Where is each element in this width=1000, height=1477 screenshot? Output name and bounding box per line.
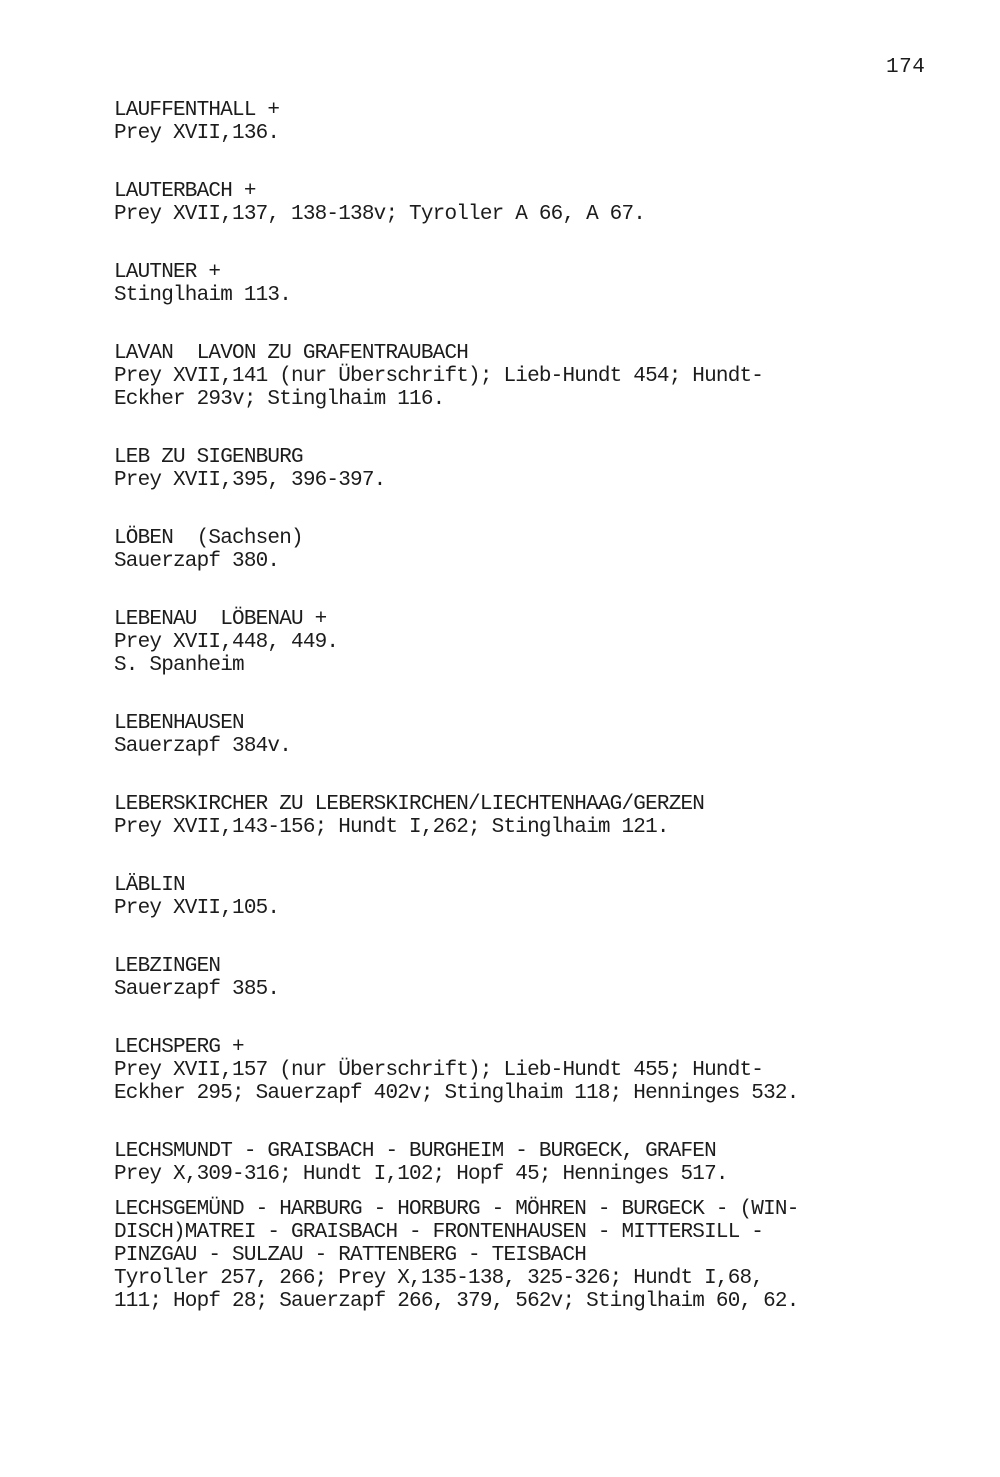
entry-loeben (114, 527, 934, 573)
entry-reference: 111; Hopf 28; Sauerzapf 266, 379, 562v; Stinglhaim 60, 62. (114, 1290, 799, 1313)
entry-heading: PINZGAU - SULZAU - RATTENBERG - TEISBACH (114, 1244, 587, 1267)
page-number: 174 (886, 56, 926, 79)
entry-leberskircher (114, 793, 934, 839)
entry-lebzingen (114, 955, 934, 1001)
entry-reference: Eckher 295; Sauerzapf 402v; Stinglhaim 118; Henninges 532. (114, 1082, 799, 1105)
entry-heading: LEBERSKIRCHER ZU LEBERSKIRCHEN/LIECHTENHAAG/GERZEN (114, 793, 705, 816)
entry-reference: Sauerzapf 380. (114, 550, 280, 573)
entry-lechsgemuend (114, 1198, 934, 1313)
entry-leb-zu-sigenburg (114, 446, 934, 492)
entry-reference: Prey XVII,136. (114, 122, 280, 145)
entry-reference: Prey XVII,448, 449. (114, 631, 339, 654)
entry-lebenau (114, 608, 934, 677)
entry-heading: LÄBLIN (114, 874, 185, 897)
entry-reference: Sauerzapf 384v. (114, 735, 292, 758)
entry-cross-reference: S. Spanheim (114, 654, 244, 677)
entry-lechsperg (114, 1036, 934, 1105)
entry-laeblin (114, 874, 934, 920)
entry-heading: LEBENAU LÖBENAU + (114, 608, 327, 631)
entry-lavan (114, 342, 934, 411)
entry-heading: LAVAN LAVON ZU GRAFENTRAUBACH (114, 342, 469, 365)
entry-heading: LEBZINGEN (114, 955, 221, 978)
entry-reference: Prey XVII,137, 138-138v; Tyroller A 66, A 67. (114, 203, 646, 226)
entry-reference: Sauerzapf 385. (114, 978, 280, 1001)
entry-heading: LECHSGEMÜND - HARBURG - HORBURG - MÖHREN - BURGECK - (WIN- (114, 1198, 799, 1221)
entry-reference: Tyroller 257, 266; Prey X,135-138, 325-326; Hundt I,68, (114, 1267, 764, 1290)
entry-heading: LAUFFENTHALL + (114, 99, 280, 122)
entry-reference: Prey X,309-316; Hundt I,102; Hopf 45; Henninges 517. (114, 1163, 728, 1186)
entry-reference: Prey XVII,395, 396-397. (114, 469, 386, 492)
entry-reference: Prey XVII,157 (nur Überschrift); Lieb-Hundt 455; Hundt- (114, 1059, 764, 1082)
entry-heading: LEB ZU SIGENBURG (114, 446, 303, 469)
entry-lechsmundt (114, 1140, 934, 1186)
entry-reference: Prey XVII,141 (nur Überschrift); Lieb-Hundt 454; Hundt- (114, 365, 764, 388)
entry-reference: Eckher 293v; Stinglhaim 116. (114, 388, 445, 411)
entry-reference: Prey XVII,105. (114, 897, 280, 920)
entry-reference: Prey XVII,143-156; Hundt I,262; Stinglhaim 121. (114, 816, 669, 839)
entry-lebenhausen (114, 712, 934, 758)
entry-heading: LECHSMUNDT - GRAISBACH - BURGHEIM - BURGECK, GRAFEN (114, 1140, 716, 1163)
entry-heading: LÖBEN (Sachsen) (114, 527, 303, 550)
entry-heading: DISCH)MATREI - GRAISBACH - FRONTENHAUSEN - MITTERSILL - (114, 1221, 764, 1244)
entry-heading: LAUTERBACH + (114, 180, 256, 203)
entry-lautner (114, 261, 934, 307)
entry-reference: Stinglhaim 113. (114, 284, 292, 307)
entry-heading: LECHSPERG + (114, 1036, 244, 1059)
entry-heading: LEBENHAUSEN (114, 712, 244, 735)
entry-heading: LAUTNER + (114, 261, 221, 284)
entry-lauffenthall (114, 99, 934, 145)
register-entries (114, 99, 934, 1348)
entry-lauterbach (114, 180, 934, 226)
